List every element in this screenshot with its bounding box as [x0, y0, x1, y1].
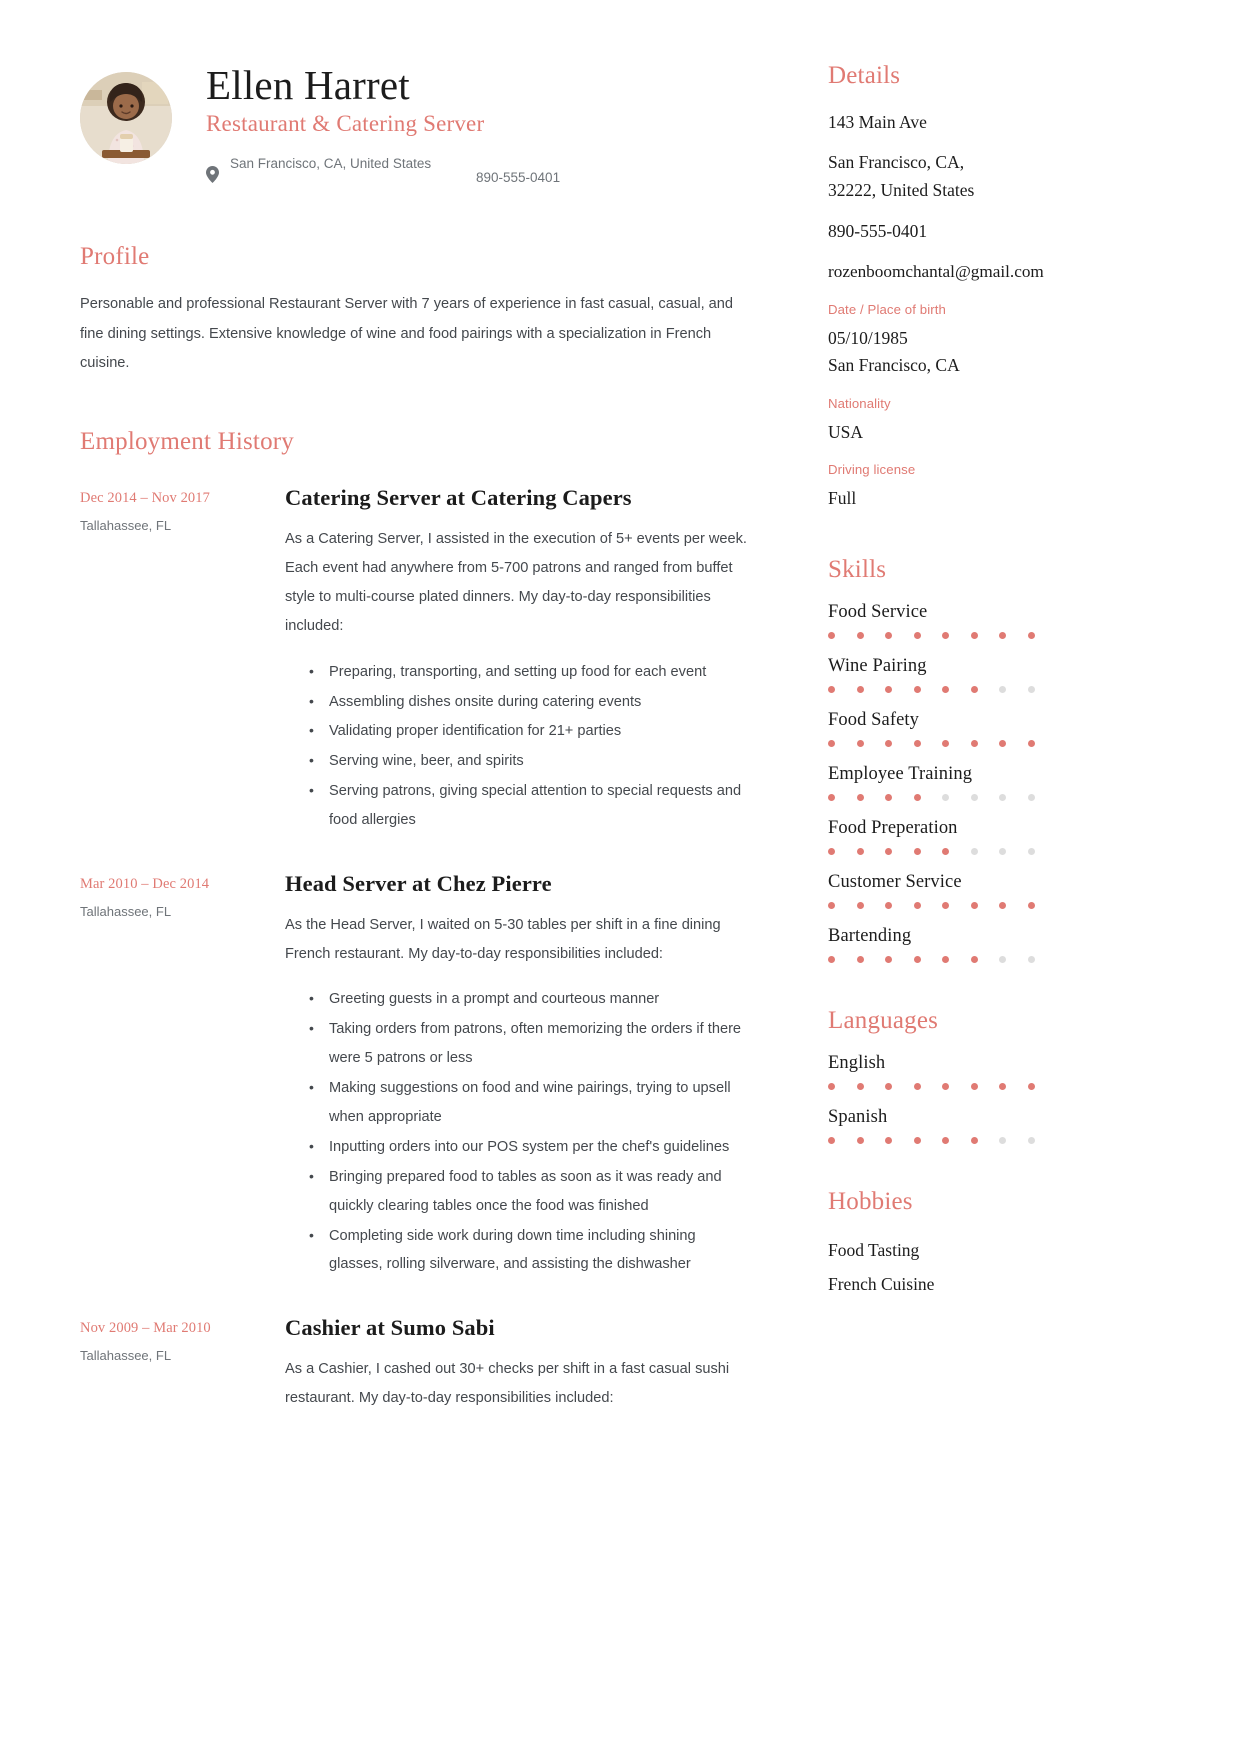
rating-dot-filled: [914, 686, 921, 693]
address-line-1: 143 Main Ave: [828, 112, 927, 132]
job-location: Tallahassee, FL: [80, 517, 172, 533]
job-bullet: • Taking orders from patrons, often memorizing the orders if there were 5 patrons or less: [329, 1015, 750, 1073]
rating-dot-filled: [828, 848, 835, 855]
rating-dot-filled: [857, 740, 864, 747]
profile-section-title: Profile: [80, 243, 150, 271]
job-entry: [80, 1314, 750, 1413]
job-bullet: • Completing side work during down time including shining glasses, rolling silverware, and assisting the dishwasher: [329, 1222, 750, 1280]
rating-dot-filled: [885, 848, 892, 855]
rating-dot-empty: [1028, 686, 1035, 693]
rating-dot-filled: [857, 1137, 864, 1144]
language-rating: [828, 1137, 1070, 1144]
language-item: [828, 1107, 1070, 1144]
profile-section: [80, 243, 750, 378]
rating-dot-filled: [914, 956, 921, 963]
rating-dot-filled: [942, 902, 949, 909]
header-text: [172, 62, 750, 187]
sidebar-column: [780, 62, 1070, 1448]
skill-item: [828, 818, 1070, 855]
skill-name: Food Safety: [828, 710, 920, 731]
job-meta: [80, 484, 285, 836]
job-bullet: • Making suggestions on food and wine pairings, trying to upsell when appropriate: [329, 1074, 750, 1132]
map-pin-icon: [206, 155, 222, 183]
job-description: As a Catering Server, I assisted in the execution of 5+ events per week. Each event had anywhere from 5-700 patrons and ranged from buffet style to multi-course plated dinners. My day-to-day responsibilities included:: [285, 530, 747, 635]
job-bullet: • Greeting guests in a prompt and courteous manner: [329, 985, 750, 1014]
job-dates: Mar 2010 – Dec 2014: [80, 876, 210, 893]
rating-dot-filled: [885, 902, 892, 909]
job-description: As a Cashier, I cashed out 30+ checks per shift in a fast casual sushi restaurant. My day-to-day responsibilities included:: [285, 1361, 730, 1407]
rating-dot-filled: [885, 632, 892, 639]
dob-place: San Francisco, CA: [828, 355, 960, 376]
profile-text: Personable and professional Restaurant Server with 7 years of experience in fast casual, casual, and fine dining settings. Extensive knowledge of wine and food pairings with a specialization in French cuisine.: [80, 296, 734, 371]
details-email[interactable]: rozenboomchantal@gmail.com: [828, 262, 1044, 282]
rating-dot-filled: [914, 848, 921, 855]
rating-dot-filled: [828, 794, 835, 801]
job-body: [285, 1314, 750, 1413]
job-bullet: • Serving patrons, giving special attention to special requests and food allergies: [329, 777, 750, 835]
rating-dot-filled: [857, 956, 864, 963]
rating-dot-filled: [999, 632, 1006, 639]
rating-dot-filled: [828, 902, 835, 909]
job-headline: Restaurant & Catering Server: [206, 110, 485, 136]
rating-dot-filled: [885, 740, 892, 747]
contact-phone: [476, 155, 560, 188]
skill-rating: [828, 632, 1070, 639]
nationality-value: USA: [828, 421, 864, 442]
skill-rating: [828, 794, 1070, 801]
job-bullet-list: [285, 658, 750, 835]
rating-dot-empty: [1028, 794, 1035, 801]
job-location: Tallahassee, FL: [80, 1348, 172, 1364]
skills-section: [828, 556, 1070, 963]
languages-section-title: Languages: [828, 1007, 939, 1035]
skill-item: [828, 764, 1070, 801]
employment-list: [80, 484, 750, 1414]
language-item: [828, 1053, 1070, 1090]
dob-date: 05/10/1985: [828, 328, 908, 349]
avatar: [80, 72, 172, 164]
skill-item: [828, 710, 1070, 747]
language-name: English: [828, 1053, 886, 1074]
job-bullet: • Validating proper identification for 21+ parties: [329, 717, 750, 746]
rating-dot-filled: [999, 740, 1006, 747]
job-entry: [80, 870, 750, 1280]
rating-dot-filled: [1028, 740, 1035, 747]
rating-dot-filled: [1028, 632, 1035, 639]
skill-item: [828, 926, 1070, 963]
rating-dot-filled: [828, 1137, 835, 1144]
skill-item: [828, 656, 1070, 693]
rating-dot-filled: [914, 794, 921, 801]
address-block: [828, 149, 1070, 204]
rating-dot-filled: [942, 848, 949, 855]
rating-dot-filled: [857, 794, 864, 801]
skill-rating: [828, 956, 1070, 963]
skill-name: Customer Service: [828, 872, 962, 893]
skill-item: [828, 872, 1070, 909]
skill-rating: [828, 686, 1070, 693]
hobbies-section: [828, 1188, 1070, 1301]
rating-dot-filled: [942, 956, 949, 963]
employment-section-title: Employment History: [80, 427, 295, 455]
rating-dot-filled: [914, 632, 921, 639]
rating-dot-filled: [971, 740, 978, 747]
dob-value: [828, 325, 1070, 380]
job-bullet: • Assembling dishes onsite during catering events: [329, 688, 750, 717]
rating-dot-filled: [942, 632, 949, 639]
rating-dot-filled: [914, 1137, 921, 1144]
details-section: [828, 62, 1070, 512]
rating-dot-empty: [1028, 1137, 1035, 1144]
rating-dot-filled: [885, 794, 892, 801]
skills-section-title: Skills: [828, 556, 887, 584]
rating-dot-filled: [828, 632, 835, 639]
address-line-3: 32222, United States: [828, 179, 975, 200]
nationality-label: Nationality: [828, 395, 891, 411]
rating-dot-filled: [885, 686, 892, 693]
rating-dot-filled: [1028, 1083, 1035, 1090]
rating-dot-empty: [999, 1137, 1006, 1144]
job-title: Catering Server at Catering Capers: [285, 484, 632, 510]
rating-dot-filled: [971, 1083, 978, 1090]
job-meta: [80, 870, 285, 1280]
location-text: San Francisco, CA, United States: [230, 155, 432, 171]
rating-dot-filled: [828, 686, 835, 693]
rating-dot-filled: [857, 632, 864, 639]
skill-name: Bartending: [828, 926, 912, 947]
skill-name: Employee Training: [828, 764, 973, 785]
rating-dot-filled: [942, 686, 949, 693]
rating-dot-filled: [999, 902, 1006, 909]
rating-dot-filled: [971, 956, 978, 963]
job-title: Head Server at Chez Pierre: [285, 871, 552, 897]
rating-dot-empty: [999, 794, 1006, 801]
details-section-title: Details: [828, 62, 901, 89]
rating-dot-filled: [857, 1083, 864, 1090]
job-description: As the Head Server, I waited on 5-30 tables per shift in a fine dining French restaurant. My day-to-day responsibilities included:: [285, 917, 721, 963]
rating-dot-filled: [914, 902, 921, 909]
job-body: [285, 870, 750, 1280]
main-column: [80, 62, 780, 1448]
page-title: Ellen Harret: [206, 62, 410, 108]
rating-dot-filled: [1028, 902, 1035, 909]
hobbies-section-title: Hobbies: [828, 1188, 913, 1216]
rating-dot-filled: [914, 740, 921, 747]
resume-header: [80, 62, 750, 187]
skills-list: [828, 602, 1070, 963]
hobby-item: Food Tasting: [828, 1240, 920, 1261]
job-bullet: • Preparing, transporting, and setting up food for each event: [329, 658, 750, 687]
skill-name: Wine Pairing: [828, 656, 927, 677]
language-rating: [828, 1083, 1070, 1090]
rating-dot-filled: [971, 902, 978, 909]
rating-dot-empty: [1028, 956, 1035, 963]
details-phone: 890-555-0401: [828, 220, 928, 241]
rating-dot-filled: [857, 686, 864, 693]
rating-dot-filled: [857, 902, 864, 909]
job-location: Tallahassee, FL: [80, 904, 172, 920]
rating-dot-filled: [857, 848, 864, 855]
rating-dot-filled: [885, 1137, 892, 1144]
rating-dot-filled: [942, 1083, 949, 1090]
job-dates: Dec 2014 – Nov 2017: [80, 489, 210, 506]
rating-dot-filled: [885, 956, 892, 963]
employment-section: [80, 428, 750, 1414]
rating-dot-filled: [942, 1137, 949, 1144]
rating-dot-empty: [971, 794, 978, 801]
job-bullet-list: [285, 985, 750, 1279]
job-entry: [80, 484, 750, 836]
rating-dot-filled: [828, 1083, 835, 1090]
job-dates: Nov 2009 – Mar 2010: [80, 1320, 211, 1337]
dob-label: Date / Place of birth: [828, 302, 946, 318]
rating-dot-filled: [914, 1083, 921, 1090]
rating-dot-filled: [971, 1137, 978, 1144]
address-line-2: San Francisco, CA,: [828, 152, 965, 173]
phone-text: 890-555-0401: [476, 169, 561, 185]
skill-name: Food Service: [828, 602, 928, 623]
rating-dot-filled: [885, 1083, 892, 1090]
skill-item: [828, 602, 1070, 639]
rating-dot-empty: [999, 848, 1006, 855]
driving-license-label: Driving license: [828, 462, 916, 478]
job-bullet: • Bringing prepared food to tables as soon as it was ready and quickly clearing tables once the food was finished: [329, 1163, 750, 1221]
driving-license-value: Full: [828, 488, 857, 509]
skill-rating: [828, 740, 1070, 747]
job-bullet: • Serving wine, beer, and spirits: [329, 747, 750, 776]
hobby-item: French Cuisine: [828, 1273, 935, 1294]
job-title: Cashier at Sumo Sabi: [285, 1315, 495, 1341]
language-name: Spanish: [828, 1107, 888, 1128]
rating-dot-filled: [828, 740, 835, 747]
hobbies-list: [828, 1234, 1070, 1301]
contact-location: [206, 155, 436, 183]
rating-dot-empty: [971, 848, 978, 855]
rating-dot-filled: [971, 686, 978, 693]
rating-dot-empty: [942, 794, 949, 801]
rating-dot-empty: [1028, 848, 1035, 855]
rating-dot-empty: [999, 956, 1006, 963]
job-bullet: • Inputting orders into our POS system per the chef's guidelines: [329, 1133, 750, 1162]
rating-dot-empty: [999, 686, 1006, 693]
rating-dot-filled: [828, 956, 835, 963]
skill-rating: [828, 902, 1070, 909]
contact-row: [206, 155, 750, 188]
job-meta: [80, 1314, 285, 1413]
rating-dot-filled: [971, 632, 978, 639]
job-body: [285, 484, 750, 836]
languages-section: [828, 1007, 1070, 1144]
rating-dot-filled: [999, 1083, 1006, 1090]
languages-list: [828, 1053, 1070, 1144]
skill-rating: [828, 848, 1070, 855]
rating-dot-filled: [942, 740, 949, 747]
skill-name: Food Preperation: [828, 818, 958, 839]
